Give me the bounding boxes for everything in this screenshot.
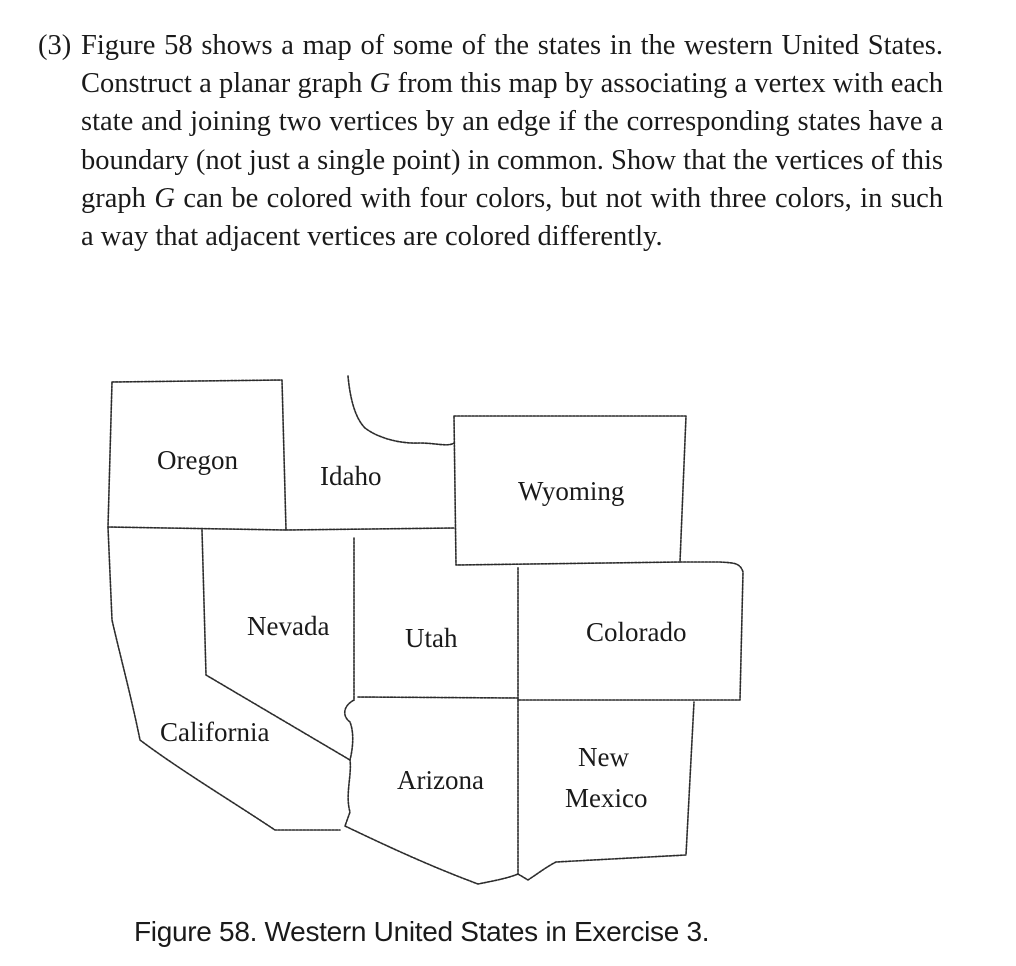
exercise-text-part-2: from this map by associating a vertex with each state and joining two vertices by an edge if the corresponding states have a boundary (not just a single point) in common. Show that the vertices of this graph <box>81 68 944 214</box>
state-label-nevada: Nevada <box>247 611 330 641</box>
state-label-colorado: Colorado <box>586 617 687 647</box>
graph-symbol: G <box>154 182 175 214</box>
state-label-idaho: Idaho <box>320 461 382 491</box>
exercise-text-part-3: can be colored with four colors, but not with three colors, in such a way that adjacent vertices are colored differently. <box>81 182 944 253</box>
state-label-california: California <box>160 717 270 747</box>
state-label-oregon: Oregon <box>157 445 238 475</box>
arizona-south-border <box>345 826 518 884</box>
idaho-border <box>286 376 454 530</box>
arizona-west-border <box>345 700 354 826</box>
state-label-wyoming: Wyoming <box>518 476 625 506</box>
graph-symbol: G <box>369 68 391 100</box>
exercise-text-part-1: Figure 58 shows a map of some of the states in the western United States. Construct a planar graph <box>81 30 943 100</box>
state-label-utah: Utah <box>405 623 458 653</box>
state-label-new-mexico-line2: Mexico <box>565 783 648 813</box>
figure-caption: Figure 58. Western United States in Exercise 3. <box>134 916 710 947</box>
utah-arizona-border <box>358 697 518 698</box>
exercise-number: (3) <box>38 30 72 61</box>
california-border <box>108 527 340 830</box>
state-label-new-mexico-line1: New <box>578 742 629 772</box>
state-label-arizona: Arizona <box>397 765 484 795</box>
